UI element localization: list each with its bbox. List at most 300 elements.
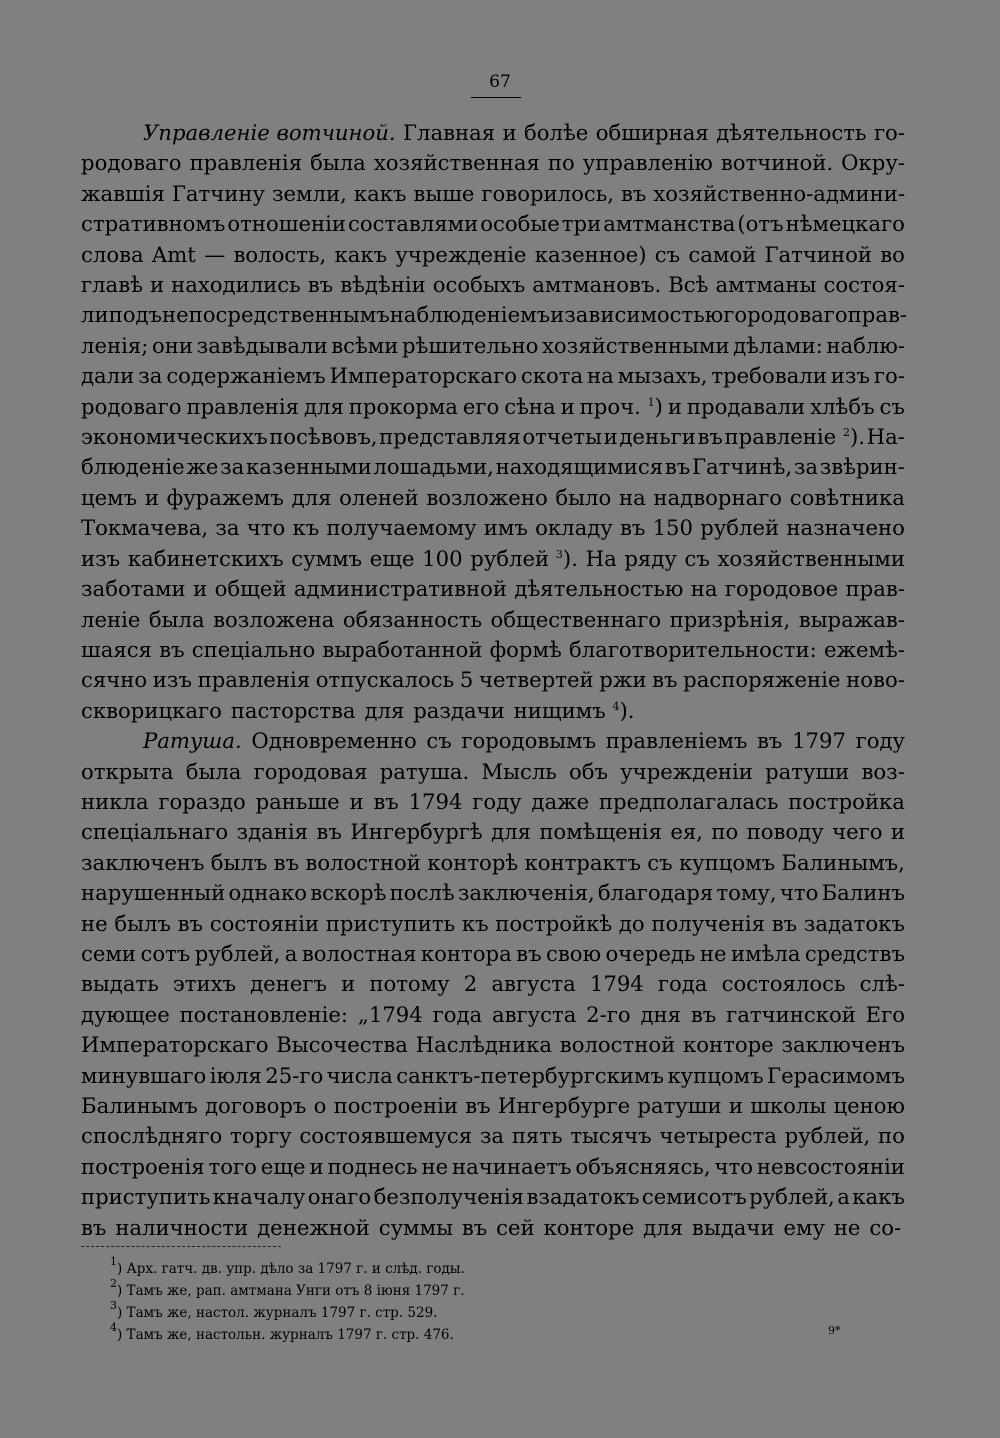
word: гораздо	[158, 788, 246, 814]
word: въ	[516, 940, 542, 966]
text-line	[81, 392, 905, 422]
word: три	[561, 211, 602, 237]
word: земли,	[271, 180, 347, 206]
word: за	[138, 363, 163, 389]
word: 1794	[408, 788, 463, 814]
word: состоя-	[823, 272, 905, 298]
word: заключенія,	[457, 880, 595, 906]
word: къ	[292, 515, 320, 541]
word: суммы	[378, 1214, 453, 1240]
footnote	[110, 1299, 810, 1324]
word: не	[81, 910, 108, 936]
word: отпускалось	[315, 667, 455, 693]
word: Одновременно	[251, 728, 417, 754]
word: и	[502, 120, 517, 145]
word: потому	[369, 971, 450, 997]
word: назначено	[786, 515, 905, 541]
word: ея,	[670, 819, 703, 845]
word: сотъ	[140, 940, 191, 966]
word: рѣшительно	[402, 332, 539, 358]
word: скота	[520, 363, 584, 389]
word: раздачи	[413, 697, 505, 723]
word: го-	[873, 363, 905, 389]
word: іюля	[209, 1062, 262, 1088]
word: чего	[832, 819, 883, 845]
word: августа	[491, 971, 576, 997]
word: и	[149, 272, 165, 298]
word: ряду	[624, 545, 677, 571]
word: еще	[260, 1153, 306, 1179]
word: постановленіе:	[179, 1001, 349, 1027]
word: гатчинской	[726, 1001, 856, 1027]
word: нарушенный	[81, 880, 226, 906]
footnote	[110, 1255, 810, 1280]
word: и	[550, 302, 565, 328]
footnote-mark: 4	[110, 1321, 117, 1334]
word: въ	[307, 272, 334, 298]
word: Герасимомъ	[767, 1062, 905, 1088]
word: (отъ	[737, 211, 784, 237]
word: Балинымъ	[81, 1093, 198, 1118]
word: числа	[326, 1062, 393, 1088]
word: школы	[750, 1093, 827, 1118]
word: изъ	[152, 667, 192, 693]
footnote-mark: 3	[110, 1299, 117, 1312]
word: обширная	[595, 120, 709, 145]
word: оленей	[339, 484, 419, 510]
word: 100	[422, 545, 463, 571]
word: всѣми	[331, 332, 399, 358]
word: для	[643, 1214, 684, 1240]
word: Мысль	[481, 758, 557, 784]
word: заключенъ	[81, 849, 205, 875]
word: не	[421, 1153, 449, 1179]
word: заключенъ	[781, 1032, 905, 1058]
word: въ	[620, 180, 647, 206]
word: продавали	[686, 393, 806, 419]
word: въ	[461, 1214, 488, 1240]
word: открыта	[81, 758, 174, 784]
word: никла	[81, 788, 149, 814]
word: постройкѣ	[495, 910, 613, 936]
text-line	[81, 1121, 905, 1151]
word: находящимися	[495, 454, 664, 480]
word: ленія;	[81, 332, 149, 358]
word: мызахъ,	[617, 363, 708, 389]
text-line	[81, 1091, 905, 1121]
word: приступить	[81, 1184, 211, 1210]
word: объ	[569, 758, 609, 784]
word: состоявшемуся	[299, 1123, 473, 1149]
word: въ	[619, 515, 646, 541]
word: нищимъ $^4$).	[513, 697, 635, 723]
word: во	[880, 241, 905, 267]
word: нѣмецкаго	[785, 211, 905, 237]
word: какъ	[353, 180, 407, 206]
word: для	[491, 819, 531, 845]
word: что	[714, 1153, 753, 1179]
word: въ	[373, 788, 399, 814]
word: за	[215, 515, 240, 541]
footnote-text: ) Тамъ же, настольн. журналъ 1797 г. стр. 476.	[117, 1327, 454, 1343]
word: въ	[690, 1001, 717, 1027]
word: 150	[652, 515, 694, 541]
text-line	[81, 939, 905, 969]
word: возложена	[213, 606, 335, 632]
word: Токмачева,	[81, 515, 209, 541]
word: изъ	[81, 545, 121, 571]
word: выражав-	[798, 606, 905, 632]
word: какъ	[852, 1184, 905, 1210]
word: говорилось,	[481, 180, 614, 206]
section-heading: Управленіе вотчиной.	[143, 120, 396, 145]
word: а	[284, 940, 298, 966]
word: и	[341, 971, 356, 997]
word: казенное)	[534, 241, 647, 267]
word: году	[472, 788, 522, 814]
word: рублей,	[194, 940, 281, 966]
word: купцомъ	[667, 1062, 764, 1088]
word: хлѣбъ	[810, 393, 875, 419]
word: го-	[873, 120, 905, 145]
word: фуражемъ	[166, 484, 284, 510]
word: прав-	[847, 302, 908, 328]
word: правленіе $^2$).	[724, 424, 865, 450]
page-number: 67	[489, 72, 511, 92]
word: правленія	[189, 150, 303, 176]
word: самой	[688, 241, 757, 267]
word: Всѣ	[668, 272, 709, 298]
word: году	[855, 728, 905, 754]
text-line	[81, 726, 905, 756]
word: прокорма	[348, 393, 458, 419]
word: въ	[273, 849, 300, 875]
word: была	[148, 606, 205, 632]
word: благотворительности:	[568, 636, 817, 662]
footnote-mark: 2	[110, 1277, 117, 1290]
word: былъ	[114, 910, 171, 936]
word: лошадьми,	[373, 454, 494, 480]
word: кабинетскихъ	[127, 545, 284, 571]
word: представляя	[379, 424, 521, 450]
text-line	[81, 574, 905, 604]
text-line	[81, 331, 905, 361]
word: что	[246, 515, 286, 541]
word: вотчиной.	[720, 150, 834, 176]
word: за	[479, 1123, 505, 1149]
word: звѣрин-	[819, 454, 905, 480]
word: городовая	[253, 758, 368, 784]
word: ржи	[599, 667, 647, 693]
word: волостной	[559, 1032, 676, 1058]
word: и	[193, 576, 208, 602]
word: съ	[426, 728, 452, 754]
word: же	[186, 454, 219, 480]
word: конторе	[683, 1032, 774, 1058]
word: На-	[866, 424, 905, 450]
word: цемъ	[81, 484, 138, 510]
word: въ	[465, 1093, 491, 1118]
text-line	[81, 452, 905, 482]
word: слова	[81, 241, 144, 267]
text-line	[81, 848, 905, 878]
word: подъ	[108, 302, 162, 328]
footnote-text: ) Тамъ же, настол. журналъ 1797 г. стр. 529.	[117, 1305, 438, 1321]
word: построенія	[81, 1153, 205, 1179]
word: безполученія	[373, 1184, 525, 1210]
word: за	[220, 454, 245, 480]
word: въ	[664, 454, 691, 480]
word: по	[878, 1123, 905, 1149]
word: леніе	[81, 606, 141, 632]
word: сячно	[81, 667, 148, 693]
word: дѣятельностью	[514, 576, 684, 602]
word: тому,	[716, 880, 777, 906]
word: окладу	[535, 515, 613, 541]
word: ему	[783, 1214, 825, 1240]
word: они	[152, 332, 194, 358]
word: санктъ-петербургскимъ	[396, 1062, 664, 1088]
word: шаяся	[81, 636, 152, 662]
word: —	[204, 241, 226, 267]
footnote-text: ) Арх. гатч. дв. упр. дѣло за 1797 г. и слѣд. годы.	[117, 1261, 465, 1277]
word: Императорскаго	[81, 1032, 269, 1058]
word: рублей,	[749, 1184, 835, 1210]
word: Высочества	[276, 1032, 408, 1058]
word: ратуша.	[379, 758, 470, 784]
word: Балинымъ,	[781, 849, 905, 875]
word: въ	[652, 667, 678, 693]
word: содержаніемъ	[166, 363, 326, 389]
word: отчеты	[522, 424, 603, 450]
text-line	[81, 817, 905, 847]
word: составлями	[348, 211, 479, 237]
word: конторѣ	[427, 849, 519, 875]
word: и	[667, 393, 682, 419]
word: въ	[697, 424, 723, 450]
word: хозяйственными	[541, 332, 730, 358]
word: поднесь	[327, 1153, 418, 1179]
text-line	[81, 483, 905, 513]
word: городоваго	[723, 302, 848, 328]
word: выдачи	[691, 1214, 775, 1240]
text-line	[81, 179, 905, 209]
word: ратуши	[637, 1093, 722, 1118]
text-line	[81, 757, 905, 787]
word: къ	[461, 910, 489, 936]
word: выдать	[81, 971, 159, 997]
word: съ	[654, 241, 681, 267]
word: выше	[413, 180, 475, 206]
word: на	[690, 576, 718, 602]
text-line	[81, 544, 905, 574]
word: рублей,	[784, 1123, 871, 1149]
word: однако	[228, 880, 308, 906]
text-line	[81, 969, 905, 999]
word: задатокъ	[803, 910, 905, 936]
word: начинаетъ	[452, 1153, 572, 1179]
word: со-	[869, 1214, 902, 1240]
word: въ	[757, 728, 783, 754]
word: въ	[177, 910, 204, 936]
text-line	[81, 148, 905, 178]
word: на	[618, 484, 646, 510]
footnote-mark: 1	[110, 1255, 117, 1268]
word: скворицкаго	[81, 697, 222, 723]
word: для	[364, 697, 405, 723]
word: дня	[640, 1001, 682, 1027]
word: состояніи	[209, 910, 320, 936]
word: контрактъ	[524, 849, 641, 875]
text-line	[81, 787, 905, 817]
word: Императорскаго	[329, 363, 517, 389]
text-line	[81, 1182, 905, 1212]
word: 1794	[589, 971, 644, 997]
text-line	[81, 909, 905, 939]
word: въ	[81, 1214, 107, 1240]
word: изъ	[830, 363, 870, 389]
word: кначалу	[212, 1184, 306, 1210]
word: Ингербургѣ	[350, 819, 483, 845]
word: деньги	[619, 424, 696, 450]
word: болѣе	[524, 120, 589, 145]
text-line	[81, 361, 905, 391]
word: спеціально	[191, 636, 316, 662]
text-line	[81, 1152, 905, 1182]
text-line	[81, 422, 905, 452]
word: и	[309, 1153, 324, 1179]
word: свою	[546, 940, 602, 966]
word: амтманы	[715, 272, 817, 298]
word: управленію	[582, 150, 713, 176]
word: предполагалась	[598, 788, 779, 814]
word: былъ	[210, 849, 268, 875]
footnote-ref: 3	[555, 547, 563, 561]
word: возложено	[426, 484, 548, 510]
word: постройка	[788, 788, 905, 814]
word: наличности	[115, 1214, 249, 1240]
word: 2-го	[586, 1001, 631, 1027]
text-line	[81, 1061, 905, 1091]
text-line	[81, 878, 905, 908]
word: пасторства	[230, 697, 356, 723]
text-line	[81, 270, 905, 300]
word: 25-го	[265, 1062, 324, 1088]
word: рублей	[700, 515, 780, 541]
word: тысячъ	[570, 1123, 652, 1149]
word: года	[432, 1001, 483, 1027]
word: какъ	[334, 241, 388, 267]
word: родоваго	[81, 393, 182, 419]
section-heading: Ратуша.	[143, 728, 242, 754]
text-line	[81, 209, 905, 239]
word: 5	[459, 667, 474, 693]
word: дѣлами:	[733, 332, 823, 358]
word: волостная	[301, 940, 417, 966]
footnotes	[110, 1255, 810, 1346]
word: ли	[81, 302, 109, 328]
footnote-ref: 4	[612, 699, 620, 713]
word: съ	[879, 393, 905, 419]
word: хозяйственно-админи-	[653, 180, 905, 206]
word: по	[711, 819, 739, 845]
word: наблюденіемъ	[389, 302, 551, 328]
word: завѣдывали	[196, 332, 328, 358]
word: имъ	[483, 515, 528, 541]
footnote-text: ) Тамъ же, рап. амтмана Унги отъ 8 іюня 1797 г.	[117, 1283, 465, 1299]
word: хозяйственными	[717, 545, 905, 571]
word: стративномъ	[81, 211, 226, 237]
word: за	[793, 454, 819, 480]
word: съ	[647, 849, 673, 875]
word: амтманства	[603, 211, 736, 237]
word: спеціальнаго	[81, 819, 229, 845]
text-line	[81, 240, 905, 270]
word: и	[890, 819, 905, 845]
word: была	[185, 758, 242, 784]
word: находились	[171, 272, 301, 298]
word: и	[144, 484, 159, 510]
word: еще	[369, 545, 415, 571]
word: взадатокъ	[526, 1184, 640, 1210]
word: имѣла	[731, 940, 801, 966]
word: особыхъ	[432, 272, 526, 298]
word: особые	[480, 211, 560, 237]
word: городовое	[724, 576, 839, 602]
word: торгу	[230, 1123, 292, 1149]
word: денегъ	[250, 971, 327, 997]
word: Amt	[151, 241, 196, 267]
word: главѣ	[81, 272, 143, 298]
word: минувшаго	[81, 1062, 207, 1088]
word: волость,	[233, 241, 327, 267]
word: объясняясь,	[575, 1153, 711, 1179]
word: учрежденіе	[395, 241, 527, 267]
word: 1797	[792, 728, 846, 754]
text-line	[81, 118, 905, 148]
word: построеніи	[333, 1093, 458, 1118]
word: общей	[214, 576, 287, 602]
word: о	[313, 1093, 327, 1118]
word: призрѣнія,	[669, 606, 791, 632]
word: непосредственнымъ	[162, 302, 390, 328]
word: казенными	[246, 454, 372, 480]
word: по	[547, 150, 575, 176]
word: заботами	[81, 576, 186, 602]
text-line	[81, 513, 905, 543]
word: очередь	[605, 940, 696, 966]
word: Окру-	[841, 150, 905, 176]
word: что	[779, 880, 819, 906]
word: волостной	[305, 849, 421, 875]
word: того	[208, 1153, 257, 1179]
word: сей	[496, 1214, 535, 1240]
word: хозяйственная	[373, 150, 540, 176]
word: послѣ	[389, 880, 455, 906]
word: правленія	[186, 393, 300, 419]
word: Балинъ	[821, 880, 905, 906]
text-line	[81, 1000, 905, 1030]
word: этихъ	[172, 971, 236, 997]
word: общественнаго	[490, 606, 662, 632]
word: проч. $^1$)	[579, 393, 663, 419]
word: ценою	[833, 1093, 905, 1118]
word: амтмановъ.	[532, 272, 662, 298]
word: прав-	[845, 576, 905, 602]
word: дѣятельность	[716, 120, 867, 145]
word: обязанность	[342, 606, 483, 632]
word: невсостояніи	[756, 1153, 905, 1179]
